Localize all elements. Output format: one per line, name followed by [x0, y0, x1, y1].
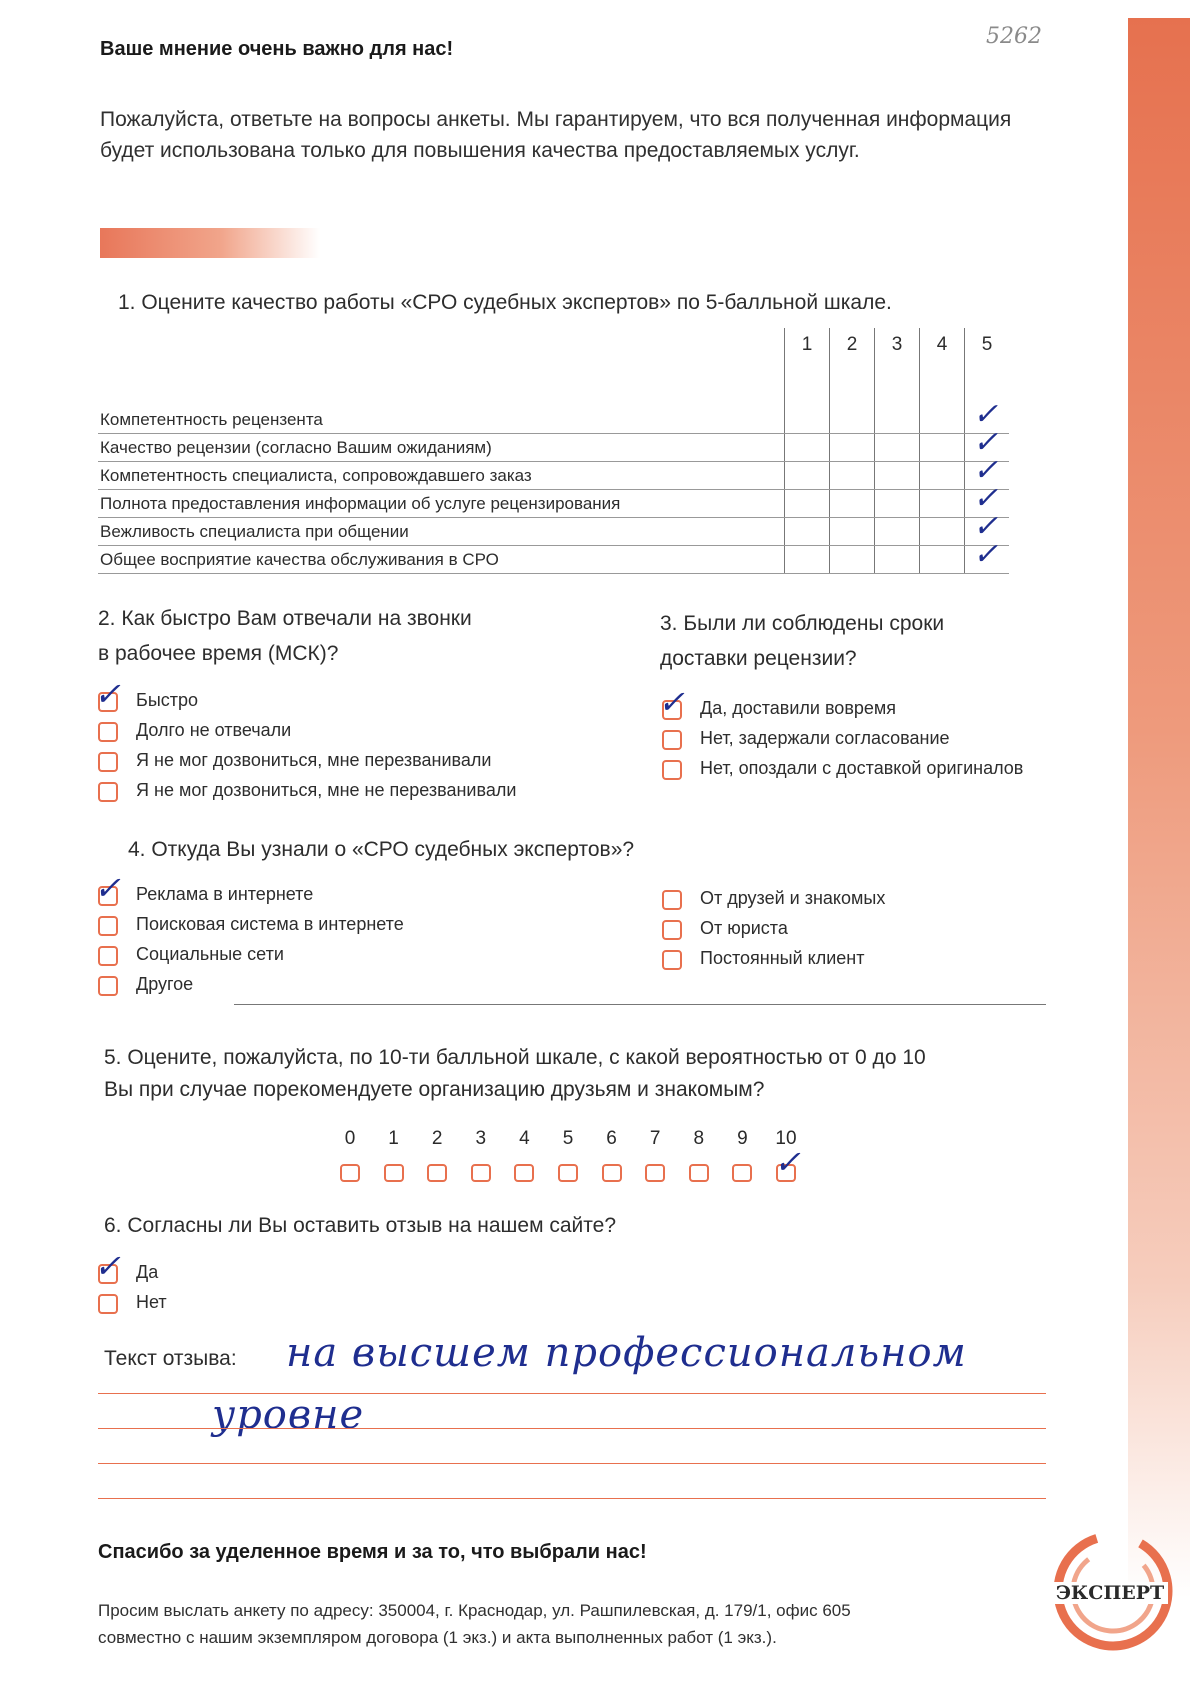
- q4-right-checkbox[interactable]: [662, 950, 682, 970]
- q4-options-label: Другое: [136, 974, 194, 994]
- intro-text: Пожалуйста, ответьте на вопросы анкеты. Мы гарантируем, что вся полученная информация будет использована только для повышения качества предоставляемых услуг.: [100, 108, 1012, 162]
- q2-options-label: Долго не отвечали: [136, 720, 292, 740]
- q3-title-line2: доставки рецензии?: [660, 647, 857, 670]
- q2-options-checkbox[interactable]: [98, 752, 118, 772]
- q4-options-label: Реклама в интернете: [136, 884, 314, 904]
- nps-checkbox-7[interactable]: [645, 1164, 665, 1182]
- nps-number: 4: [519, 1128, 530, 1149]
- q4-right-label: От юриста: [700, 918, 788, 938]
- footer-address-line1: Просим выслать анкету по адресу: 350004, г. Краснодар, ул. Рашпилевская, д. 179/1, офис 605: [98, 1601, 851, 1620]
- nps-checkbox-0[interactable]: [340, 1164, 360, 1182]
- q2-options-label: Я не мог дозвониться, мне перезванивали: [136, 750, 492, 770]
- q1-scale-2: 2: [830, 328, 875, 362]
- nps-checkbox-3[interactable]: [471, 1164, 491, 1182]
- q2-title-line1: 2. Как быстро Вам отвечали на звонки: [98, 607, 472, 630]
- check-mark-icon: ✓: [973, 537, 999, 572]
- q3-options-checkbox[interactable]: [662, 700, 682, 720]
- side-decor-bar: [1128, 18, 1190, 1598]
- q1-cell-3[interactable]: [875, 406, 920, 434]
- check-mark-icon: ✓: [774, 1143, 801, 1181]
- q2-options-label: Я не мог дозвониться, мне не перезванивали: [136, 780, 517, 800]
- q1-cell-2[interactable]: [830, 490, 875, 518]
- q1-row-label: Качество рецензии (согласно Вашим ожиданиям): [98, 434, 785, 462]
- q1-row: [98, 518, 1009, 546]
- q4-options-checkbox[interactable]: [98, 886, 118, 906]
- review-label: Текст отзыва:: [104, 1347, 237, 1370]
- check-mark-icon: ✓: [94, 675, 121, 713]
- q1-spacer-cell: [875, 362, 920, 406]
- q1-scale-1: 1: [785, 328, 830, 362]
- q4-options-checkbox[interactable]: [98, 916, 118, 936]
- q4-options-label: Поисковая система в интернете: [136, 914, 404, 934]
- q6-options-label: Нет: [136, 1292, 167, 1312]
- q2-title-line2: в рабочее время (МСК)?: [98, 642, 339, 665]
- q3-options-label: Да, доставили вовремя: [700, 698, 897, 718]
- q2-options-checkbox[interactable]: [98, 692, 118, 712]
- q1-cell-1[interactable]: [785, 490, 830, 518]
- q1-row-label: Компетентность специалиста, сопровождавшего заказ: [98, 462, 785, 490]
- q1-cell-5[interactable]: [965, 537, 1010, 574]
- q1-row: [98, 434, 1009, 462]
- q1-row-label: Вежливость специалиста при общении: [98, 518, 785, 546]
- q1-row: [98, 462, 1009, 490]
- q1-spacer-cell: [920, 362, 965, 406]
- q1-cell-3[interactable]: [875, 518, 920, 546]
- q5-title-line1: 5. Оцените, пожалуйста, по 10-ти балльной шкале, с какой вероятностью от 0 до 10: [104, 1046, 926, 1069]
- page-heading: Ваше мнение очень важно для нас!: [100, 38, 454, 60]
- nps-number: 7: [649, 1128, 661, 1149]
- nps-checkbox-6[interactable]: [602, 1164, 622, 1182]
- q1-rating-table: [98, 328, 1009, 574]
- q1-cell-4[interactable]: [920, 406, 965, 434]
- check-mark-icon: ✓: [973, 509, 999, 544]
- q6-options-checkbox[interactable]: [98, 1294, 118, 1314]
- q3-options-checkbox[interactable]: [662, 730, 682, 750]
- expert-logo: [1048, 1526, 1178, 1656]
- q4-title: 4. Откуда Вы узнали о «СРО судебных экспертов»?: [128, 838, 635, 861]
- check-mark-icon: ✓: [973, 481, 999, 516]
- q3-title-line1: 3. Были ли соблюдены сроки: [660, 612, 945, 635]
- q1-spacer-cell: [830, 362, 875, 406]
- q4-options-checkbox[interactable]: [98, 976, 118, 996]
- review-line-4: [98, 1498, 1046, 1499]
- q6-options-label: Да: [136, 1262, 159, 1282]
- q1-cell-2[interactable]: [830, 546, 875, 574]
- review-line-3: [98, 1463, 1046, 1464]
- q1-cell-1[interactable]: [785, 406, 830, 434]
- q6-title: 6. Согласны ли Вы оставить отзыв на нашем сайте?: [104, 1214, 617, 1237]
- q1-cell-1[interactable]: [785, 434, 830, 462]
- check-mark-icon: ✓: [658, 683, 685, 721]
- q1-cell-5[interactable]: [965, 509, 1010, 546]
- q1-cell-3[interactable]: [875, 434, 920, 462]
- q1-spacer-cell: [98, 362, 785, 406]
- check-mark-icon: ✓: [973, 397, 999, 432]
- q1-row-label: Компетентность рецензента: [98, 406, 785, 434]
- q1-cell-1[interactable]: [785, 462, 830, 490]
- q1-label-header: [98, 328, 785, 362]
- nps-checkbox-5[interactable]: [558, 1164, 578, 1182]
- thanks-heading: Спасибо за уделенное время и за то, что выбрали нас!: [98, 1541, 647, 1563]
- q4-options-checkbox[interactable]: [98, 946, 118, 966]
- q1-scale-5: 5: [965, 328, 1010, 362]
- nps-checkbox-2[interactable]: [427, 1164, 447, 1182]
- q1-cell-3[interactable]: [875, 546, 920, 574]
- q1-spacer-cell: [965, 362, 1010, 406]
- review-handwritten-line1: на высшем профессиональном: [286, 1330, 967, 1376]
- q1-cell-4[interactable]: [920, 434, 965, 462]
- nps-checkbox-4[interactable]: [514, 1164, 534, 1182]
- q1-spacer-cell: [785, 362, 830, 406]
- q4-right-label: Постоянный клиент: [700, 948, 865, 968]
- review-handwritten-line2: уровне: [212, 1392, 365, 1438]
- q4-other-line: [234, 1004, 1046, 1005]
- check-mark-icon: ✓: [94, 869, 121, 907]
- q1-scale-3: 3: [875, 328, 920, 362]
- q3-options-label: Нет, задержали согласование: [700, 728, 950, 748]
- q1-cell-4[interactable]: [920, 518, 965, 546]
- nps-number: 3: [475, 1128, 487, 1149]
- q1-cell-2[interactable]: [830, 518, 875, 546]
- check-mark-icon: ✓: [973, 425, 999, 460]
- q1-spacer-row: [98, 362, 1009, 406]
- q6-options-checkbox[interactable]: [98, 1264, 118, 1284]
- nps-checkbox-10[interactable]: [776, 1164, 796, 1182]
- q1-scale-4: 4: [920, 328, 965, 362]
- q1-cell-3[interactable]: [875, 462, 920, 490]
- q1-cell-1[interactable]: [785, 518, 830, 546]
- nps-checkbox-1[interactable]: [384, 1164, 404, 1182]
- q1-cell-5[interactable]: [965, 425, 1010, 462]
- q1-cell-5[interactable]: [965, 397, 1010, 434]
- nps-number: 0: [344, 1128, 356, 1149]
- nps-number: 2: [431, 1128, 443, 1149]
- q3-options-label: Нет, опоздали с доставкой оригиналов: [700, 758, 1024, 778]
- handwritten-corner-number: 5262: [986, 24, 1042, 49]
- q1-row-label: Полнота предоставления информации об услуге рецензирования: [98, 490, 785, 518]
- q1-cell-2[interactable]: [830, 406, 875, 434]
- q4-right-checkbox[interactable]: [662, 920, 682, 940]
- q1-cell-5[interactable]: [965, 481, 1010, 518]
- review-line-1: [98, 1393, 1046, 1394]
- q2-options-label: Быстро: [136, 690, 199, 710]
- q1-cell-3[interactable]: [875, 490, 920, 518]
- nps-number: 6: [606, 1128, 617, 1149]
- q1-cell-4[interactable]: [920, 462, 965, 490]
- footer-address-line2: совместно с нашим экземпляром договора (1 экз.) и акта выполненных работ (1 экз.).: [98, 1628, 777, 1647]
- nps-number: 5: [562, 1128, 574, 1149]
- review-line-2: [98, 1428, 1046, 1429]
- q1-cell-2[interactable]: [830, 462, 875, 490]
- q1-cell-4[interactable]: [920, 490, 965, 518]
- check-mark-icon: ✓: [973, 453, 999, 488]
- nps-number: 8: [693, 1128, 705, 1149]
- nps-checkbox-9[interactable]: [732, 1164, 752, 1182]
- logo-text: ЭКСПЕРТ: [1052, 1582, 1168, 1604]
- q2-options-checkbox[interactable]: [98, 722, 118, 742]
- q4-right-checkbox[interactable]: [662, 890, 682, 910]
- nps-number: 10: [775, 1128, 797, 1149]
- q1-row-label: Общее восприятие качества обслуживания в СРО: [98, 546, 785, 574]
- q1-cell-1[interactable]: [785, 546, 830, 574]
- q4-options-label: Социальные сети: [136, 944, 284, 964]
- q1-row: [98, 546, 1009, 574]
- q1-cell-2[interactable]: [830, 434, 875, 462]
- q1-row: [98, 490, 1009, 518]
- section-divider-bar: [100, 228, 320, 258]
- q1-cell-4[interactable]: [920, 546, 965, 574]
- nps-checkbox-8[interactable]: [689, 1164, 709, 1182]
- q2-options-checkbox[interactable]: [98, 782, 118, 802]
- nps-number: 9: [737, 1128, 748, 1149]
- q1-row: [98, 406, 1009, 434]
- q1-title: 1. Оцените качество работы «СРО судебных экспертов» по 5-балльной шкале.: [118, 291, 892, 314]
- q5-title-line2: Вы при случае порекомендуете организацию друзьям и знакомым?: [104, 1078, 765, 1101]
- check-mark-icon: ✓: [94, 1247, 121, 1285]
- q3-options-checkbox[interactable]: [662, 760, 682, 780]
- nps-number: 1: [388, 1128, 399, 1149]
- q4-right-label: От друзей и знакомых: [700, 888, 886, 908]
- q1-cell-5[interactable]: [965, 453, 1010, 490]
